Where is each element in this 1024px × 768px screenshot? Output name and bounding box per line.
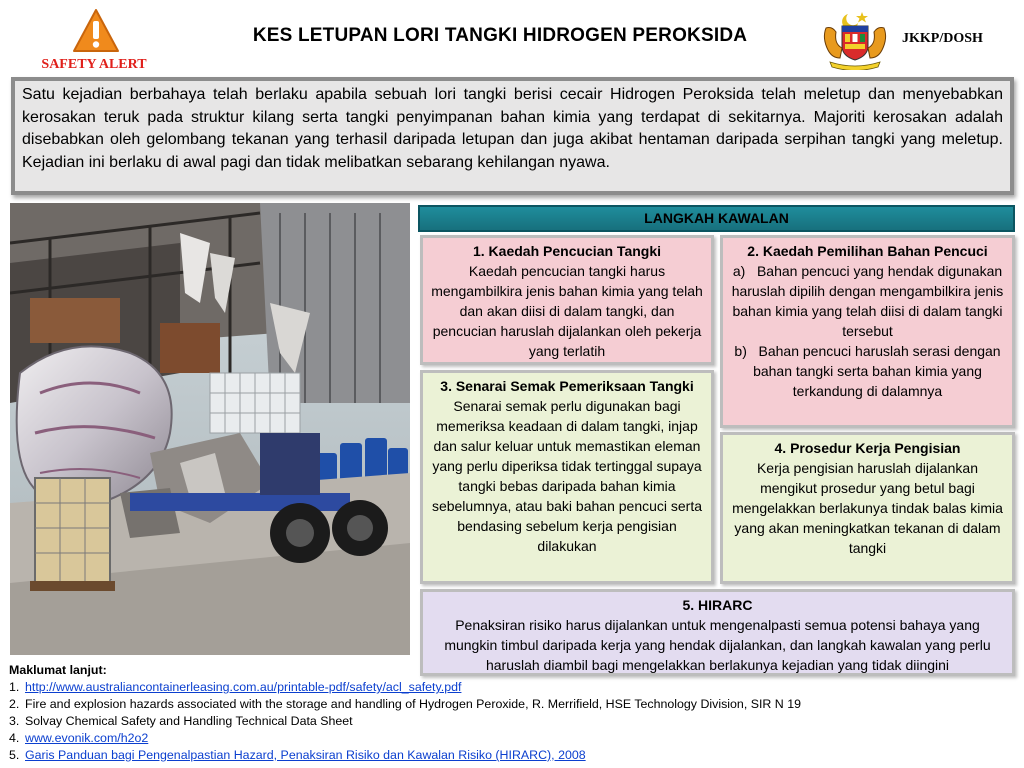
control-box-title: 1. Kaedah Pencucian Tangki <box>472 243 662 259</box>
exploded-tanker-truck-photo <box>10 203 410 655</box>
control-box-title: 2. Kaedah Pemilihan Bahan Pencuci <box>747 243 988 259</box>
reference-link[interactable]: http://www.australiancontainerleasing.com.au/printable-pdf/safety/acl_safety.pdf <box>25 680 462 694</box>
reference-item <box>9 679 909 696</box>
reference-item <box>9 730 909 747</box>
control-box-filling-procedure <box>720 432 1015 584</box>
safety-alert-label: SAFETY ALERT <box>41 57 147 72</box>
control-box-title: 5. HIRARC <box>682 597 753 613</box>
list-item: a) Bahan pencuci yang hendak digunakan haruslah dipilih dengan mengambilkira jenis bahan kimia yang telah diisi di dalam tangki tersebut <box>731 263 1004 339</box>
control-measures-header: LANGKAH KAWALAN <box>418 205 1015 232</box>
reference-link[interactable]: Garis Panduan bagi Pengenalpastian Hazard, Penaksiran Risiko dan Kawalan Risiko (HIRARC), 2008 <box>25 748 586 762</box>
control-box-text: Kerja pengisian haruslah dijalankan mengikut prosedur yang betul bagi mengelakkan berlakunya tindak balas kimia yang akan meningkatkan tekanan di dalam tangki <box>732 460 1003 556</box>
reference-text: Solvay Chemical Safety and Handling Technical Data Sheet <box>25 714 353 728</box>
reference-number: 1. <box>9 680 20 694</box>
list-item: b) Bahan pencuci haruslah serasi dengan bahan tangki serta bahan kimia yang terkandung di dalamnya <box>734 343 1001 399</box>
control-box-text: Penaksiran risiko harus dijalankan untuk mengenalpasti semua potensi bahaya yang mungkin timbul daripada kerja yang hendak dijalankan, dan langkah kawalan yang perlu haruslah diambil bagi mengelakkan berlakunya kejadian yang tidak diingini <box>444 617 991 673</box>
control-box-text: Kaedah pencucian tangki harus mengambilkira jenis bahan kimia yang telah dan akan diisi di dalam tangki, dan pencucian haruslah dijalankan oleh pekerja yang terlatih <box>431 263 703 359</box>
cleaning-agent-list <box>729 261 1006 401</box>
reference-text: Fire and explosion hazards associated with the storage and handling of Hydrogen Peroxide, R. Merrifield, HSE Technology Division, SIR N 19 <box>25 697 801 711</box>
reference-number: 5. <box>9 748 20 762</box>
reference-item <box>9 696 909 713</box>
reference-number: 2. <box>9 697 20 711</box>
control-box-inspection-checklist <box>420 370 714 584</box>
reference-item <box>9 747 909 764</box>
references-title: Maklumat lanjut: <box>9 663 107 677</box>
control-box-tank-cleaning <box>420 235 714 365</box>
control-box-title: 3. Senarai Semak Pemeriksaan Tangki <box>440 378 694 394</box>
coat-of-arms-logo <box>818 8 892 70</box>
agency-label: JKKP/DOSH <box>902 31 983 46</box>
reference-number: 4. <box>9 731 20 745</box>
reference-number: 3. <box>9 714 20 728</box>
reference-item <box>9 713 909 730</box>
page-title: KES LETUPAN LORI TANGKI HIDROGEN PEROKSIDA <box>252 25 748 46</box>
warning-exclamation-icon <box>72 8 120 54</box>
reference-link[interactable]: www.evonik.com/h2o2 <box>25 731 149 745</box>
incident-summary-text: Satu kejadian berbahaya telah berlaku apabila sebuah lori tangki berisi cecair Hidrogen Peroksida telah meletup dan menyebabkan kerosakan teruk pada struktur kilang serta tangki penyimpanan bahan kimia yang terdapat di sekitarnya. Majoriti kerosakan adalah disebabkan oleh gelombang tekanan yang terhasil daripada letupan dan juga akibat hentaman daripada serpihan tangki yang meletup. Kejadian ini berlaku di awal pagi dan tidak melibatkan sebarang kehilangan nyawa. <box>22 86 1003 171</box>
incident-summary <box>11 77 1014 195</box>
control-box-title: 4. Prosedur Kerja Pengisian <box>774 440 961 456</box>
control-box-cleaning-agent-selection <box>720 235 1015 428</box>
references <box>9 662 909 764</box>
control-box-text: Senarai semak perlu digunakan bagi memeriksa keadaan di dalam tangki, injap dan salur keluar untuk memastikan eleman yang perlu diperiksa tidak tertinggal supaya tangki bebas daripada bahan kimia sebelumnya, atau baki bahan pencuci serta bendasing sebelum kerja pengisian dilakukan <box>431 398 703 554</box>
